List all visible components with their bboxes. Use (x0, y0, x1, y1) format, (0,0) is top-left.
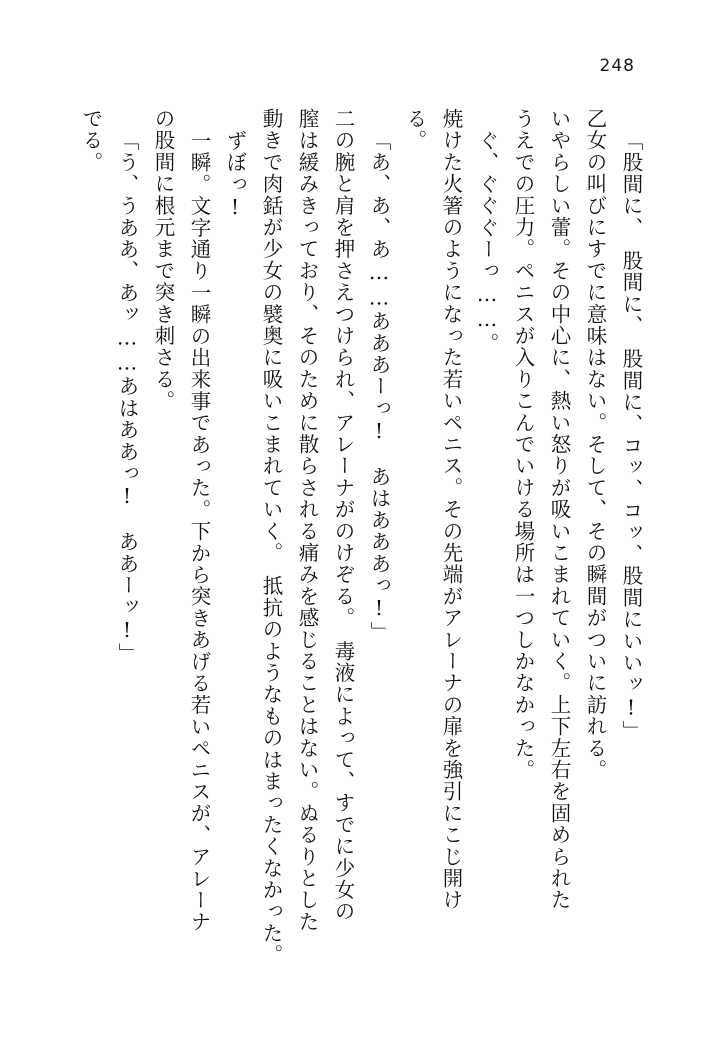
text-line: でる。 (79, 108, 103, 174)
text-line: 焼けた火箸のようになった若いペニス。その先端がアレーナの扉を強引にこじ開け (439, 108, 463, 911)
text-line: いやらしい蕾。その中心に、熱い怒りが吸いこまれていく。上下左右を固められた (547, 108, 571, 911)
text-line: 「股間に、 股間に、 股間に、コッ、コッ、股間にいいッ!」 (619, 130, 643, 743)
text-line: ぐ、ぐぐぐーっ……。 (475, 130, 499, 354)
vertical-body-text (62, 108, 641, 988)
page-number: 248 (599, 56, 635, 76)
text-line: 乙女の叫びにすでに意味はない。そして、その瞬間がついに訪れる。 (583, 108, 607, 781)
text-line: 一瞬。文字通り一瞬の出来事であった。下から突きあげる若いペニスが、アレーナ (187, 130, 211, 933)
text-line: 動きで肉銛が少女の襞奥に吸いこまれていく。 抵抗のようなものはまったくなかった。 (259, 108, 283, 966)
text-line: る。 (403, 108, 427, 152)
text-line: 「う、うああ、あッ……あはああっ! ああーッ!」 (115, 130, 139, 665)
text-line: 二の腕と肩を押さえつけられ、アレーナがのけぞる。 毒液によって、すでに少女の (331, 108, 355, 923)
text-line: ずぼっ! (223, 130, 247, 221)
text-line: 「あ、あ、あ……あああーっ! あはあああっ!」 (367, 130, 391, 644)
text-line: の股間に根元まで突き刺さる。 (151, 108, 175, 412)
text-line: 膣は緩みきっており、そのために散らされる痛みを感じることはない。ぬるりとした (295, 108, 319, 933)
text-line: うえでの圧力。ペニスが入りこんでいける場所は一つしかなかった。 (511, 108, 535, 781)
